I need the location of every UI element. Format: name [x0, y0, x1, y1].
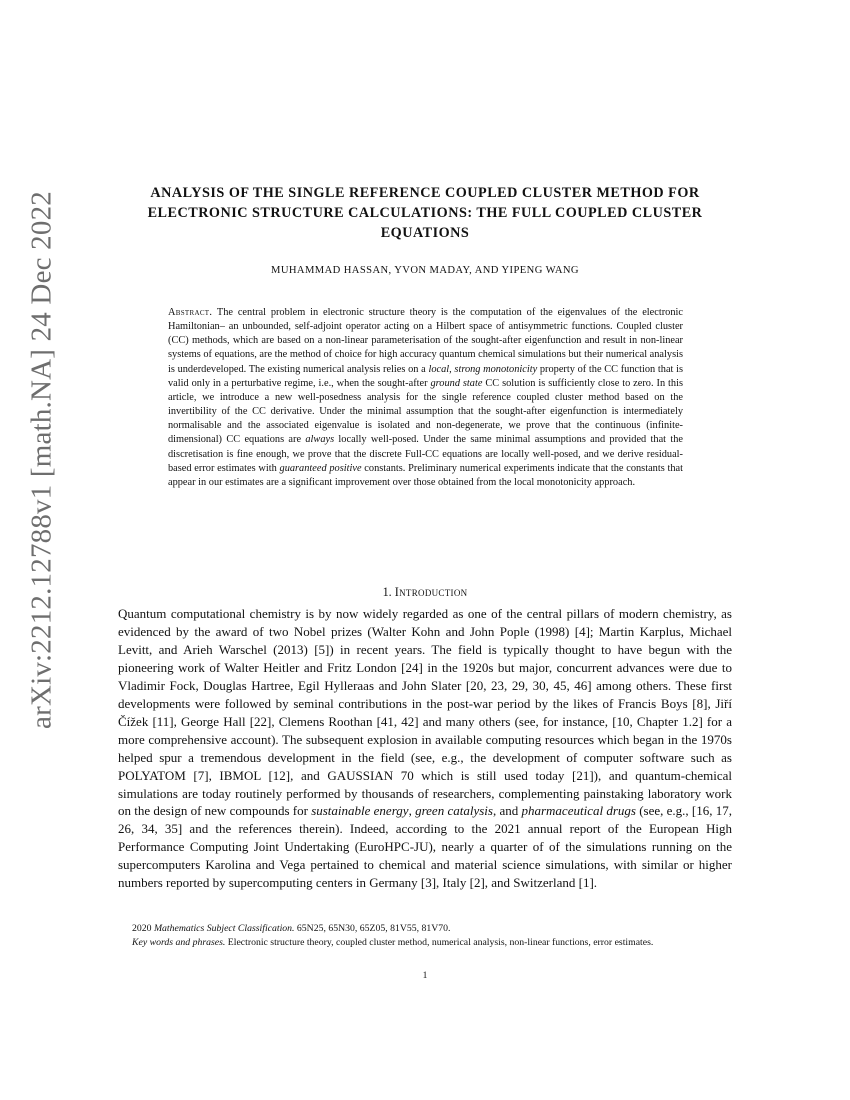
- body-text: Quantum computational chemistry is by now widely regarded as one of the central pillars of modern chemistry, as evidenced by the award of two Nobel prizes (Walter Kohn and John Pople (1998) [4]; Martin Karplus, Michael Levitt, and Arieh Warschel (2013) [5]) in recent years. The field is typically thought to have begun with the pioneering work of Walter Heitler and Fritz London [24] in the 1920s but major, concurrent advances were due to Vladimir Fock, Douglas Hartree, Egil Hylleraas and John Slater [20, 23, 29, 30, 45, 46] among others. These first developments were followed by seminal contributions in the post-war period by the likes of Francis Boys [8], Jiří Čížek [11], George Hall [22], Clemens Roothan [41, 42] and many others (see, for instance, [10, Chapter 1.2] for a more comprehensive account). The subsequent explosion in available computing resources which began in the 1970s helped spur a tremendous development in the field (see, e.g., the development of computer software such as POLYATOM [7], IBMOL [12], and GAUSSIAN 70 which is still used today [21]), and quantum-chemical simulations are today routinely performed by thousands of researchers, complementing painstaking laboratory work on the design of new compounds for: [118, 606, 732, 819]
- abstract: [168, 306, 683, 490]
- abstract-label: Abstract.: [168, 307, 213, 318]
- arxiv-identifier: arXiv:2212.12788v1 [math.NA] 24 Dec 2022: [25, 191, 58, 729]
- footnotes: [118, 922, 732, 950]
- keywords-label: Key words and phrases.: [132, 937, 226, 948]
- msc-label: Mathematics Subject Classification.: [153, 923, 295, 934]
- paper-authors: MUHAMMAD HASSAN, YVON MADAY, AND YIPENG WANG: [271, 265, 579, 276]
- section-heading: [118, 585, 732, 600]
- body-emphasis: sustainable energy: [311, 803, 409, 819]
- arxiv-identifier-margin: [0, 0, 90, 1100]
- abstract-emphasis: always: [305, 434, 335, 446]
- abstract-emphasis: local, strong monotonicity: [428, 363, 538, 375]
- keywords-footnote: [118, 936, 732, 950]
- abstract-text: constants. Preliminary numerical experiments indicate that the constants that appear in our estimates are a significant improvement over those obtained from the local monotonicity approach.: [168, 462, 683, 488]
- abstract-text: The central problem in electronic structure theory is the computation of the eigenvalues of the electronic Hamiltonian– an unbounded, self-adjoint operator acting on a Hilbert space of antisymmetric functions. Coupled cluster (CC) methods, which are based on a non-linear parameterisation of the sought-after eigenfunction and result in non-linear systems of equations, are the method of choice for high accuracy quantum chemical simulations but their numerical analysis is underdeveloped. The existing numerical analysis relies on a: [168, 307, 683, 375]
- msc-codes: 65N25, 65N30, 65Z05, 81V55, 81V70.: [294, 923, 451, 934]
- abstract-emphasis: ground state: [430, 377, 483, 389]
- body-emphasis: pharmaceutical drugs: [521, 803, 636, 819]
- section-number: 1.: [382, 585, 395, 599]
- keywords-text: Electronic structure theory, coupled cluster method, numerical analysis, non-linear functions, error estimates.: [225, 937, 654, 948]
- abstract-emphasis: guaranteed positive: [279, 462, 362, 474]
- body-text: (see, e.g., [16, 17, 26, 34, 35] and the references therein). Indeed, according to the 2021 annual report of the European High Performance Computing Joint Undertaking (EuroHPC-JU), nearly a quarter of of the simulations running on the supercomputers Karolina and Vega pertained to chemical and material science simulations, with similar or higher numbers reported by supercomputing centers in Germany [3], Italy [2], and Switzerland [1].: [118, 803, 732, 891]
- section-title: Introduction: [394, 585, 468, 599]
- body-emphasis: green catalysis: [415, 803, 493, 819]
- msc-footnote: [118, 922, 732, 936]
- abstract-text: CC solution is sufficiently close to zero. In this article, we introduce a new well-posedness analysis for the single reference coupled cluster method based on the invertibility of the CC derivative. Under the minimal assumption that the sought-after eigenfunction is intermediately normalisable and the associated eigenvalue is isolated and non-degenerate, we prove that the continuous (infinite-dimensional) CC equations are: [168, 377, 683, 446]
- body-text: , and: [492, 803, 522, 819]
- page-number: 1: [422, 971, 428, 981]
- introduction-paragraph: [118, 605, 732, 892]
- msc-year: 2020: [132, 923, 154, 934]
- abstract-text: locally well-posed. Under the same minimal assumptions and provided that the discretisation is fine enough, we prove that the discrete Full-CC equations are locally well-posed, and we derive residual-based error estimates with: [168, 434, 683, 474]
- abstract-text: property of the CC function that is valid only in a perturbative regime, i.e., when the sought-after: [168, 363, 683, 389]
- body-text: ,: [408, 803, 416, 819]
- paper-title: ANALYSIS OF THE SINGLE REFERENCE COUPLED CLUSTER METHOD FOR ELECTRONIC STRUCTURE CALCULATIONS: THE FULL COUPLED CLUSTER EQUATIONS: [147, 185, 703, 241]
